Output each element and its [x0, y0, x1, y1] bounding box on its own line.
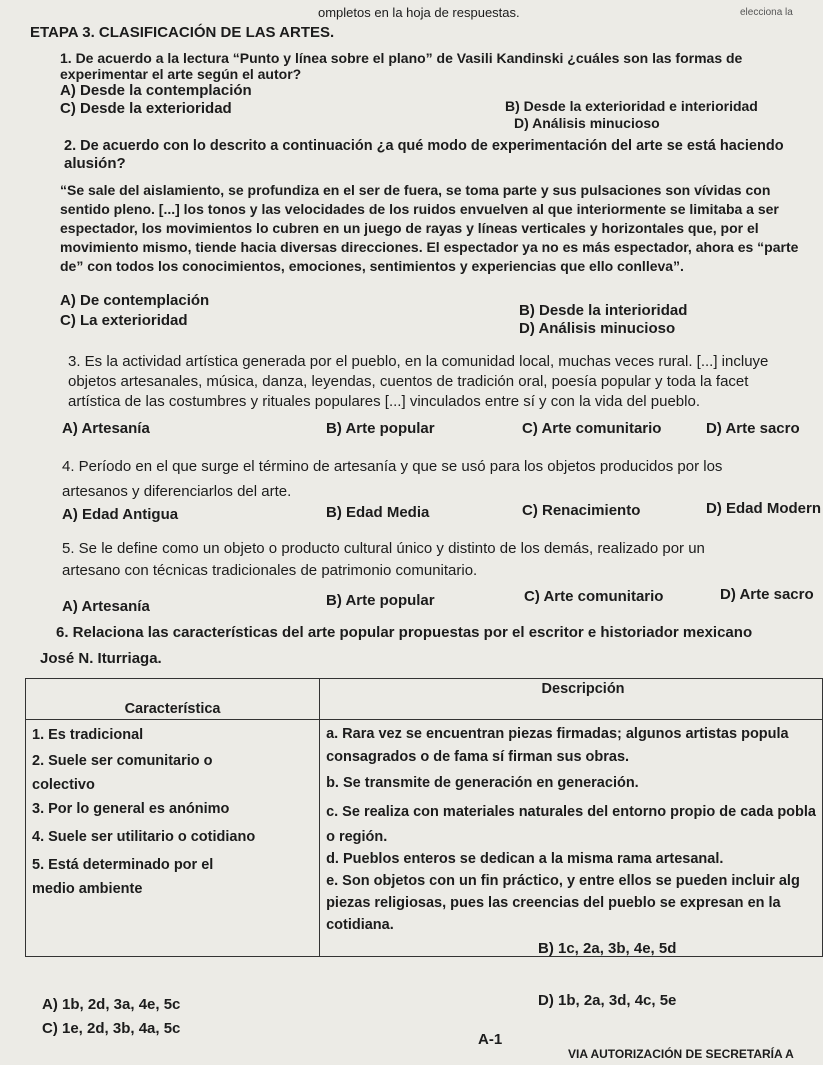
q4-line1: 4. Período en el que surge el término de artesanía y que se usó para los objetos producidos por los: [62, 458, 723, 475]
q5-option-b[interactable]: B) Arte popular: [326, 592, 435, 609]
quote-line: de” con todos los conocimientos, emociones, sentimientos y experiencias que ello conlleva”.: [60, 258, 684, 274]
q4-option-b[interactable]: B) Edad Media: [326, 504, 430, 521]
quote-line: sentido pleno. [...] los tonos y las velocidades de los ruidos envuelven al que interiormente se limitaba a ser: [60, 201, 779, 217]
characteristic-item: colectivo: [32, 777, 95, 793]
q3-line: 3. Es la actividad artística generada por el pueblo, en la comunidad local, muchas veces rural. [...] incluye: [68, 353, 769, 370]
q1-option-b[interactable]: B) Desde la exterioridad e interioridad: [505, 98, 758, 114]
q6-option-b[interactable]: B) 1c, 2a, 3b, 4e, 5d: [538, 940, 677, 957]
q4-option-d[interactable]: D) Edad Modern: [706, 500, 821, 517]
descriptions-cell: [320, 720, 823, 957]
q4-line2: artesanos y diferenciarlos del arte.: [62, 483, 292, 500]
q2-option-c[interactable]: C) La exterioridad: [60, 312, 188, 329]
q5-line2: artesano con técnicas tradicionales de patrimonio comunitario.: [62, 562, 478, 579]
q5-option-d[interactable]: D) Arte sacro: [720, 586, 814, 603]
q2-option-a[interactable]: A) De contemplación: [60, 292, 210, 309]
characteristic-item: 1. Es tradicional: [32, 727, 144, 743]
description-item: d. Pueblos enteros se dedican a la misma rama artesanal.: [326, 851, 724, 867]
stage-title: ETAPA 3. CLASIFICACIÓN DE LAS ARTES.: [30, 24, 335, 41]
characteristic-item: 4. Suele ser utilitario o cotidiano: [32, 829, 256, 845]
characteristics-cell: [26, 720, 320, 957]
q2-option-b[interactable]: B) Desde la interioridad: [519, 302, 688, 319]
quote-line: espectador, los movimientos lo cubren en un juego de rayas y líneas verticales y horizontales que, por el: [60, 220, 759, 236]
characteristic-item: 3. Por lo general es anónimo: [32, 801, 230, 817]
table-header-description: Descripción: [320, 679, 823, 720]
q3-option-b[interactable]: B) Arte popular: [326, 420, 435, 437]
page-number: A-1: [478, 1031, 503, 1048]
quote-line: movimiento mismo, tiende hacia diversas direcciones. El espectador ya no es más espectador, ahora es “parte: [60, 239, 799, 255]
q6-line2: José N. Iturriaga.: [40, 650, 162, 667]
description-item: b. Se transmite de generación en generación.: [326, 775, 639, 791]
q5-option-a[interactable]: A) Artesanía: [62, 598, 150, 615]
q2-quote: [60, 181, 798, 276]
q5-line1: 5. Se le define como un objeto o producto cultural único y distinto de los demás, realizado por un: [62, 540, 705, 557]
q3-line: objetos artesanales, música, danza, leyendas, cuentos de tradición oral, poesía popular y toda la facet: [68, 373, 749, 390]
q2-line2: alusión?: [64, 155, 126, 172]
q3-option-c[interactable]: C) Arte comunitario: [522, 420, 662, 437]
quote-line: “Se sale del aislamiento, se profundiza en el ser de fuera, se toma parte y sus pulsaciones son vívidas con: [60, 182, 771, 198]
q1-option-d[interactable]: D) Análisis minucioso: [514, 115, 660, 131]
description-item: a. Rara vez se encuentran piezas firmadas; algunos artistas popula: [326, 726, 789, 742]
q3-line: artística de las costumbres y rituales populares [...] vinculados entre sí y con la vida del pueblo.: [68, 393, 700, 410]
table-header-characteristic: Característica: [26, 679, 320, 720]
q5-option-c[interactable]: C) Arte comunitario: [524, 588, 664, 605]
description-item: cotidiana.: [326, 917, 394, 933]
top-note: ompletos en la hoja de respuestas.: [318, 5, 520, 20]
q6-option-d[interactable]: D) 1b, 2a, 3d, 4c, 5e: [538, 992, 677, 1009]
description-item: consagrados o de fama sí firman sus obras.: [326, 749, 630, 765]
description-item: c. Se realiza con materiales naturales del entorno propio de cada pobla: [326, 804, 816, 820]
q3-option-d[interactable]: D) Arte sacro: [706, 420, 800, 437]
relation-table: [25, 678, 823, 957]
description-item: piezas religiosas, pues las creencias del pueblo se expresan en la: [326, 895, 781, 911]
q1-option-c[interactable]: C) Desde la exterioridad: [60, 100, 232, 117]
characteristic-item: 5. Está determinado por el: [32, 857, 214, 873]
q6-option-c[interactable]: C) 1e, 2d, 3b, 4a, 5c: [42, 1020, 181, 1037]
q4-option-a[interactable]: A) Edad Antigua: [62, 506, 179, 523]
q2-option-d[interactable]: D) Análisis minucioso: [519, 320, 676, 337]
characteristic-item: medio ambiente: [32, 881, 143, 897]
characteristic-item: 2. Suele ser comunitario o: [32, 753, 213, 769]
description-item: e. Son objetos con un fin práctico, y entre ellos se pueden incluir alg: [326, 873, 800, 889]
q1-line2: experimentar el arte según el autor?: [60, 66, 302, 82]
q2-line1: 2. De acuerdo con lo descrito a continuación ¿a qué modo de experimentación del arte se está haciendo: [64, 138, 784, 154]
q3-question: [68, 352, 768, 412]
q4-option-c[interactable]: C) Renacimiento: [522, 502, 641, 519]
description-item: o región.: [326, 829, 388, 845]
q6-line1: 6. Relaciona las características del arte popular propuestas por el escritor e historiador mexicano: [56, 624, 753, 641]
top-corner-note: elecciona la: [740, 7, 793, 18]
q1-option-a[interactable]: A) Desde la contemplación: [60, 82, 252, 99]
q6-option-a[interactable]: A) 1b, 2d, 3a, 4e, 5c: [42, 996, 181, 1013]
q1-line1: 1. De acuerdo a la lectura “Punto y línea sobre el plano” de Vasili Kandinski ¿cuáles son las formas de: [60, 50, 743, 66]
q3-option-a[interactable]: A) Artesanía: [62, 420, 150, 437]
footer-text: VIA AUTORIZACIÓN DE SECRETARÍA A: [568, 1047, 794, 1061]
